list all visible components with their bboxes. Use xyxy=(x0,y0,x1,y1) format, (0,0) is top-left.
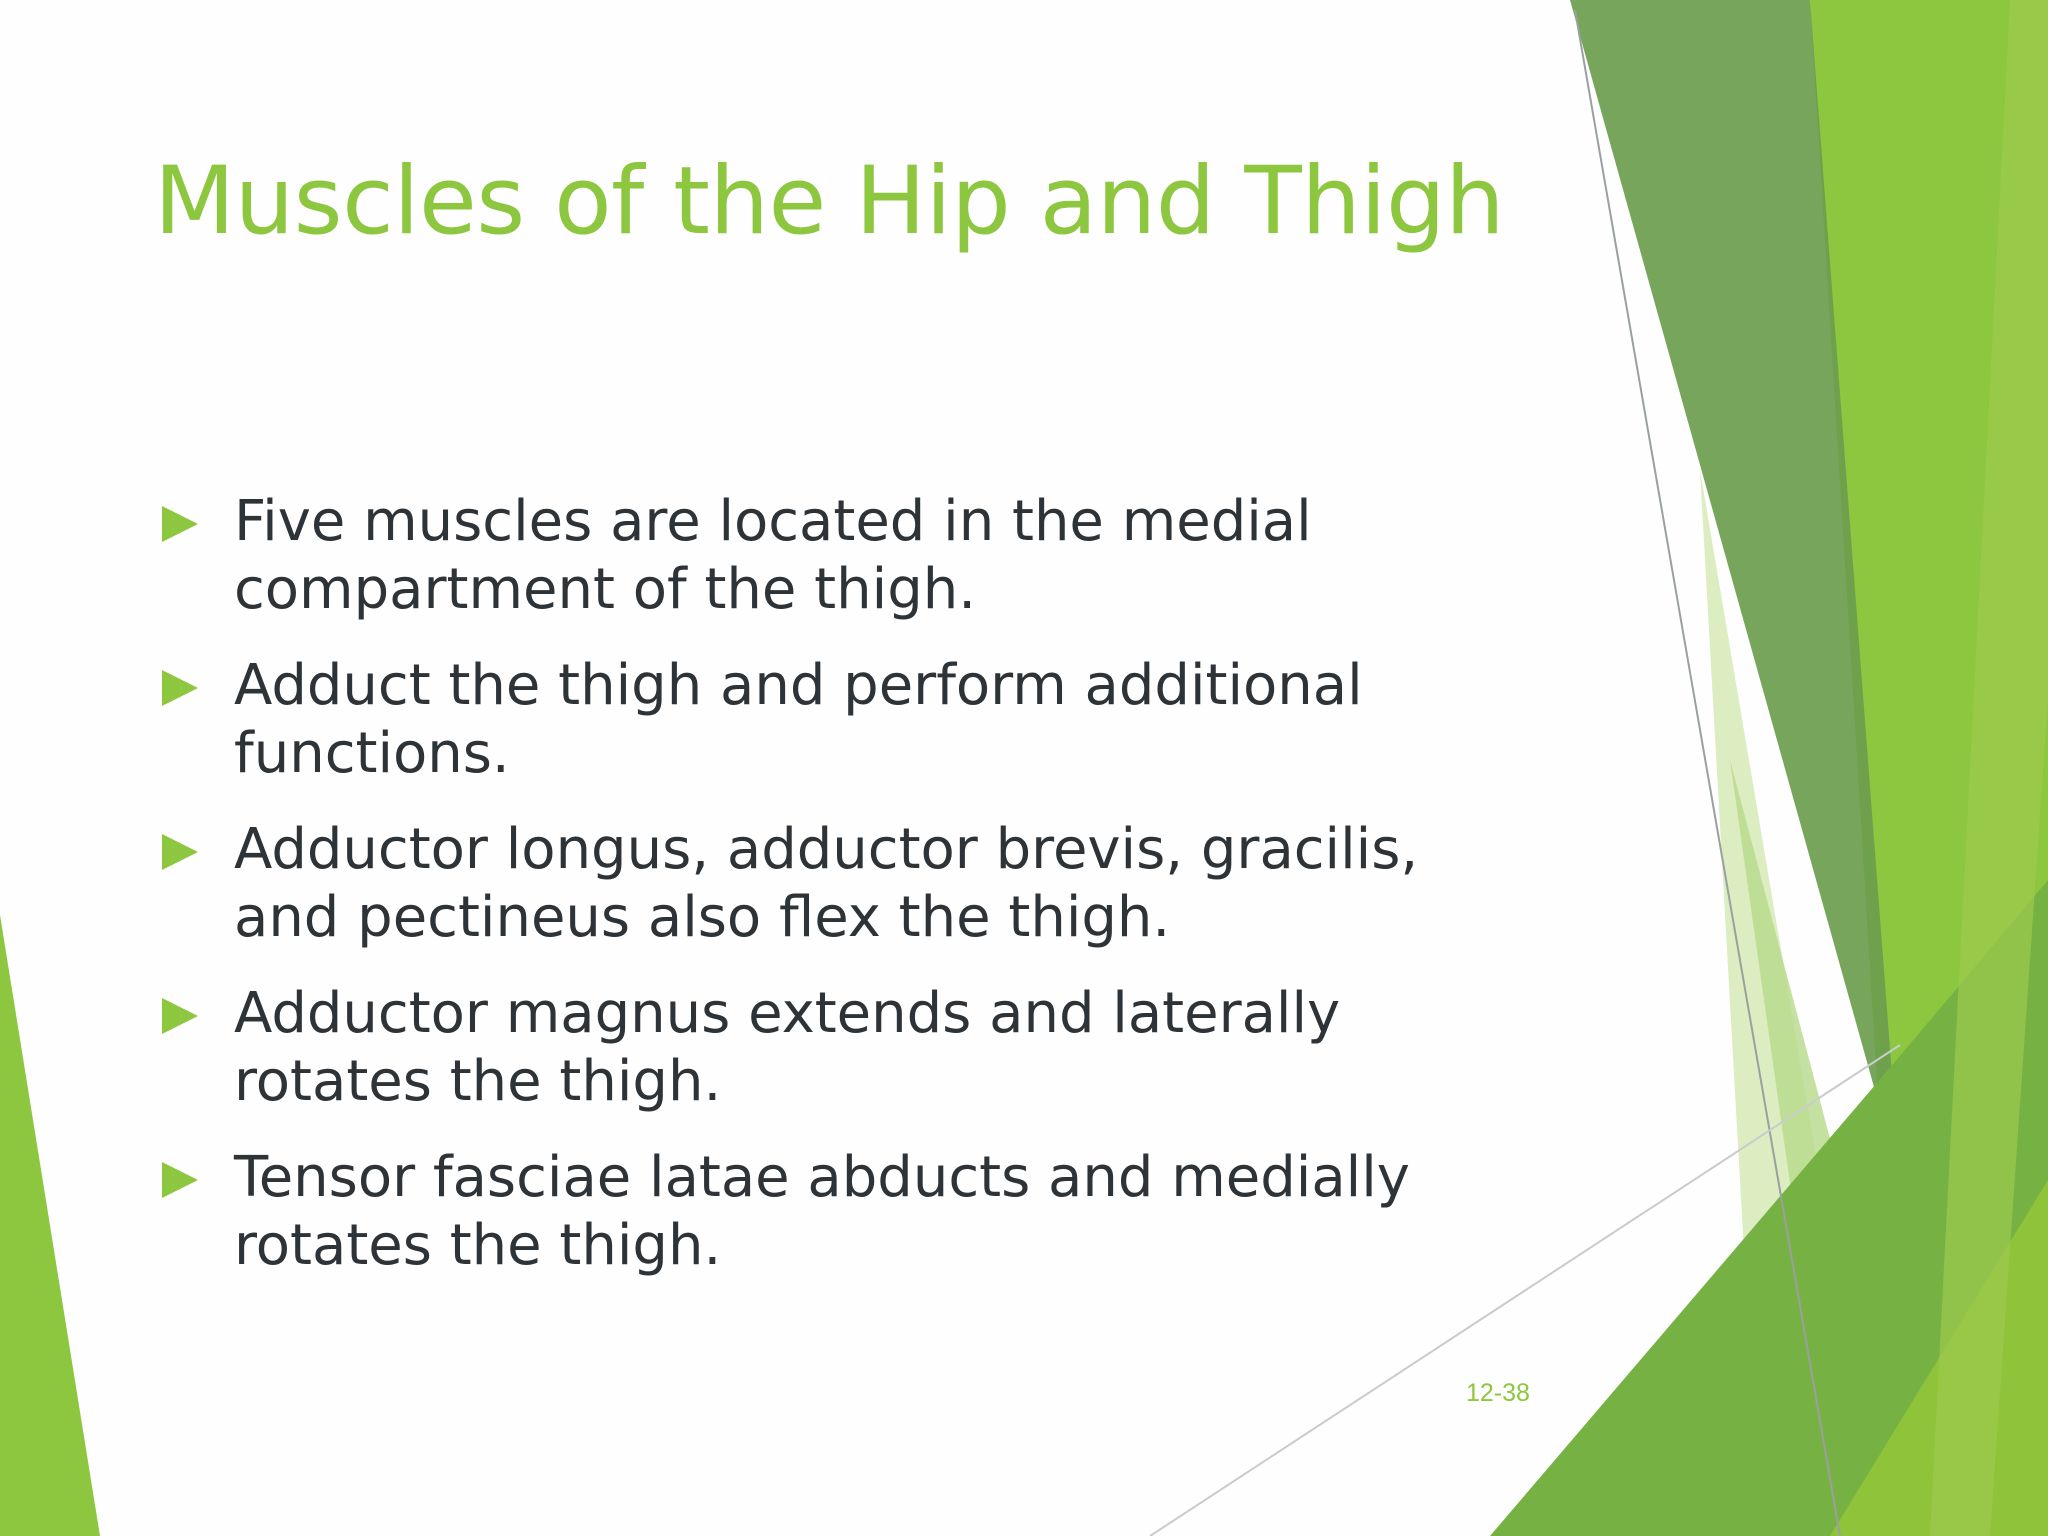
bullet-text: Adductor magnus extends and laterally rotates the thigh. xyxy=(234,981,1341,1114)
triangle-right-icon xyxy=(162,834,198,870)
list-item xyxy=(160,816,1490,952)
triangle-right-icon xyxy=(162,506,198,542)
triangle-right-icon xyxy=(162,670,198,706)
bullet-text: Five muscles are located in the medial compartment of the thigh. xyxy=(234,489,1312,622)
slide-number: 12-38 xyxy=(1466,1379,1530,1407)
bullet-text: Adduct the thigh and perform additional functions. xyxy=(234,653,1363,786)
list-item xyxy=(160,1144,1490,1280)
list-item xyxy=(160,980,1490,1116)
left-accent-shape xyxy=(0,915,100,1536)
triangle-right-icon xyxy=(162,998,198,1034)
bullet-text: Tensor fasciae latae abducts and medially rotates the thigh. xyxy=(234,1145,1410,1278)
bullet-text: Adductor longus, adductor brevis, gracilis, and pectineus also flex the thigh. xyxy=(234,817,1419,950)
bullet-list xyxy=(160,488,1490,1308)
triangle-right-icon xyxy=(162,1162,198,1198)
list-item xyxy=(160,652,1490,788)
list-item xyxy=(160,488,1490,624)
slide-title: Muscles of the Hip and Thigh xyxy=(154,147,1505,256)
